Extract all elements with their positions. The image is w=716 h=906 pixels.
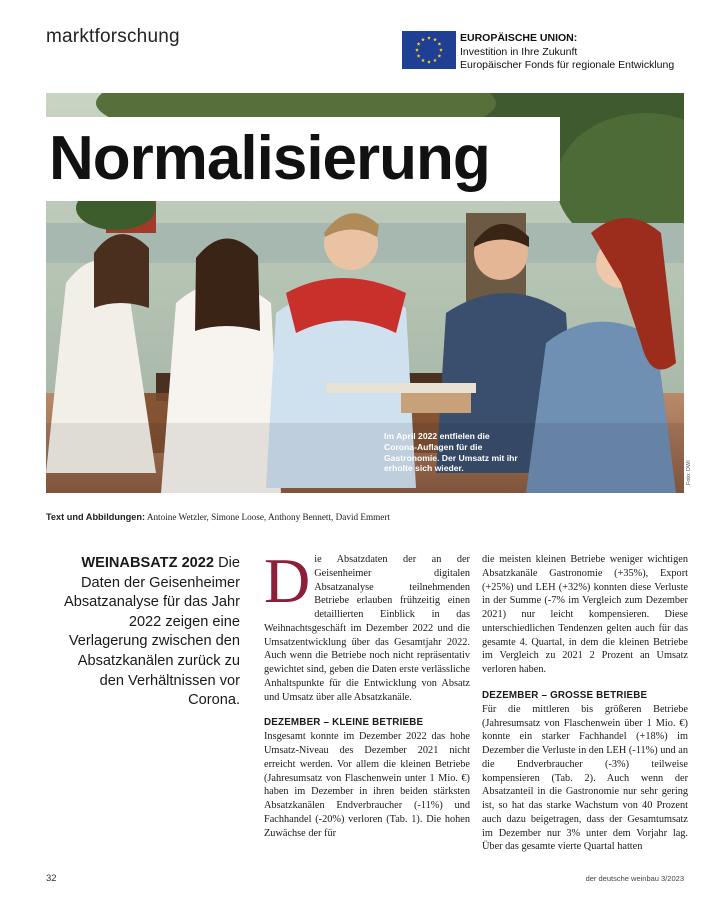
section-heading-large-wineries: DEZEMBER – GROSSE BETRIEBE <box>482 689 648 701</box>
drop-cap: D <box>264 545 311 616</box>
eu-line-2: Investition in Ihre Zukunft <box>460 45 578 58</box>
article-column-1 <box>264 545 470 840</box>
eu-stars <box>402 31 456 69</box>
page-number: 32 <box>46 873 57 884</box>
photo-credit: Foto: DWI <box>686 460 692 485</box>
eu-title: EUROPÄISCHE UNION: <box>460 32 578 44</box>
eu-flag-icon <box>402 31 456 69</box>
article-para-continued: die meisten kleinen Betriebe weniger wichtigen Absatzkanäle Gastronomie (+35%), Export (+25%) und LEH (+32%) konnten diese Verluste in der Summe (-7% im Vergleich zum Dezember 2021) nur leicht kompensieren. Diese unterschiedlichen Tendenzen gelten auch für das gesamte 4. Quartal, in dem die kleinen Betriebe im Vergleich zu 2021 2 Prozent an Umsatz verloren haben. <box>482 554 688 675</box>
credits-authors: Antoine Wetzler, Simone Loose, Anthony Bennett, David Emmert <box>146 512 390 522</box>
section-label: marktforschung <box>46 26 180 47</box>
page-title: Normalisierung <box>49 124 490 193</box>
article-intro: ie Absatzdaten der an der Geisenheimer digitalen Absatzanalyse teilnehmenden Betriebe erlauben frühzeitig einen detaillierten Einblick in das Weihnachtsgeschäft im Dezember 2022 und die Umsatzentwicklung über das Gesamtjahr 2022. Auch wenn die Betriebe noch nicht repräsentativ gewichtet sind, geben die Daten erste verlässliche Anhaltspunkte für die Entwicklung von Absatz und Umsatz über alle Absatzkanäle. <box>264 554 470 703</box>
eu-funding-note <box>460 32 674 73</box>
article-column-2 <box>482 553 688 854</box>
lead-paragraph <box>60 554 240 711</box>
magazine-issue: der deutsche weinbau 3/2023 <box>585 874 684 883</box>
article-para-large-wineries: Für die mittleren bis größeren Betriebe (Jahresumsatz von Flaschenwein über 1 Mio. €) konnte ein starker Fachhandel (+18%) im Dezember die Verluste in den LEH (-11%) und an die Endverbraucher (-3%) teilweise kompensieren (Tab. 2). Auch wenn der Absatzanteil in die Gastronomie nur sehr gering ist, so hat das starke Wachstum von 40 Prozent auch dazu beigetragen, dass der Gesamtumsatz im Dezember nur 3% unter dem Vorjahr lag. Über das gesamte vierte Quartal hatten <box>482 703 688 853</box>
author-credits <box>46 512 390 522</box>
photo-caption: Im April 2022 entfielen die Corona-Auflagen für die Gastronomie. Der Umsatz mit ihr erholte sich wieder. <box>384 431 518 474</box>
article-para-small-wineries: Insgesamt konnte im Dezember 2022 das hohe Umsatz-Niveau des Dezember 2021 nicht erreicht werden. Vor allem die kleinen Betriebe (Jahresumsatz von Flaschenwein unter 1 Mio. €) haben im Dezember in ihren beiden stärksten Absatzkanälen Endverbraucher (-11%) und Fachhandel (-20%) verloren (Tab. 1). Die hohen Zuwächse der für <box>264 731 470 839</box>
lead-caps: WEINABSATZ 2022 <box>81 555 215 571</box>
section-heading-small-wineries: DEZEMBER – KLEINE BETRIEBE <box>264 717 424 729</box>
credits-label: Text und Abbildungen: <box>46 512 146 522</box>
lead-text: Die Daten der Geisenheimer Absatzanalyse für das Jahr 2022 zeigen eine Verlagerung zwischen den Absatzkanälen zurück zu den Verhältnissen vor Corona. <box>63 555 240 709</box>
eu-line-3: Europäischer Fonds für regionale Entwicklung <box>460 59 675 71</box>
